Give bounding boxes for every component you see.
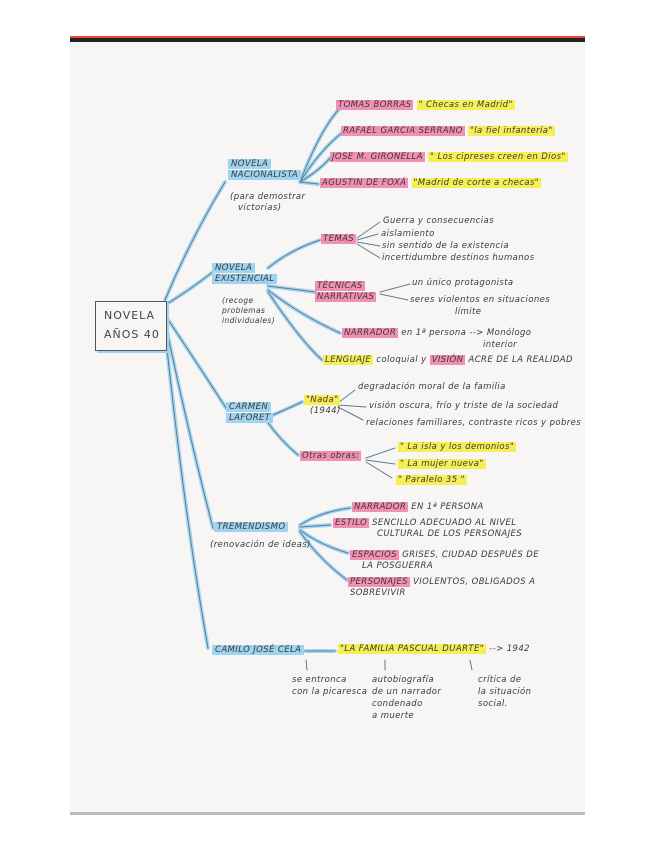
author-label: RAFAEL GARCIA SERRANO bbox=[343, 126, 463, 136]
tema-item-1: Guerra y consecuencias bbox=[383, 216, 494, 226]
personajes-label: PERSONAJES bbox=[350, 577, 408, 587]
lenguaje-text-1: coloquial y bbox=[376, 355, 427, 365]
espacios-text-2: LA POSGUERRA bbox=[362, 561, 434, 571]
laforet-title-2: LAFORET bbox=[226, 413, 273, 423]
cela-col2-line2: de un narrador bbox=[372, 687, 442, 697]
author-label: JOSE M. GIRONELLA bbox=[332, 152, 423, 162]
narrador-label: NARRADOR bbox=[344, 328, 397, 338]
cela-col2-line4: a muerte bbox=[372, 711, 415, 721]
personajes-text-2: SOBREVIVIR bbox=[350, 588, 406, 598]
tremendismo-narrador bbox=[352, 502, 484, 513]
narrador-text: EN 1ª PERSONA bbox=[411, 502, 484, 512]
temas-label: TEMAS bbox=[323, 234, 355, 244]
existencial-note-3: individuales) bbox=[222, 316, 276, 325]
lenguaje-existencial bbox=[323, 355, 573, 366]
laforet-title-1: CARMEN bbox=[226, 402, 271, 412]
cela-col-2 bbox=[372, 674, 441, 722]
work-title: "la fiel infantería" bbox=[469, 126, 553, 136]
tecnica-item-3: límite bbox=[455, 307, 482, 317]
existencial-title bbox=[212, 263, 277, 285]
tremendismo-note: (renovación de ideas) bbox=[210, 540, 311, 550]
nacionalista-item-2 bbox=[341, 126, 555, 137]
cela-work bbox=[338, 644, 530, 655]
otra-obra-3: " Paralelo 35 " bbox=[398, 475, 465, 485]
cela-col1-line2: con la picaresca bbox=[292, 687, 368, 697]
nacionalista-title bbox=[228, 159, 301, 181]
existencial-title-1: NOVELA bbox=[212, 263, 255, 273]
existencial-note-2: problemas bbox=[222, 306, 266, 315]
nada-title: "Nada" bbox=[306, 395, 339, 405]
espacios-label: ESPACIOS bbox=[352, 550, 398, 560]
lenguaje-label: LENGUAJE bbox=[325, 355, 372, 365]
cela-col-3 bbox=[478, 674, 531, 710]
existencial-note-1: (recoge bbox=[222, 296, 254, 305]
tremendismo-personajes bbox=[348, 577, 535, 599]
nacionalista-title-2: NACIONALISTA bbox=[228, 170, 301, 180]
nacionalista-item-1 bbox=[336, 100, 515, 111]
nacionalista-note-1: (para demostrar bbox=[230, 192, 306, 202]
otras-obras-label: Otras obras: bbox=[302, 451, 360, 461]
personajes-text-1: VIOLENTOS, OBLIGADOS A bbox=[413, 577, 536, 587]
cela-col3-line2: la situación bbox=[478, 687, 532, 697]
narrador-text: en 1ª persona --> Monólogo bbox=[401, 328, 532, 338]
tema-item-3: sin sentido de la existencia bbox=[382, 241, 509, 251]
cela-col2-line1: autobiografía bbox=[372, 675, 434, 685]
tremendismo-espacios bbox=[350, 550, 539, 572]
nada-year: (1944) bbox=[310, 406, 341, 416]
work-title: " Checas en Madrid" bbox=[418, 100, 513, 110]
root-line2: AÑOS 40 bbox=[104, 328, 160, 341]
tema-item-4: incertidumbre destinos humanos bbox=[382, 253, 535, 263]
existencial-title-2: EXISTENCIAL bbox=[212, 274, 277, 284]
author-label: TOMAS BORRAS bbox=[338, 100, 412, 110]
root-line1: NOVELA bbox=[104, 309, 156, 322]
laforet-title bbox=[226, 402, 273, 424]
cela-title: CAMILO JOSÉ CELA bbox=[212, 645, 304, 656]
nada-item-1: degradación moral de la familia bbox=[358, 382, 506, 392]
tremendismo-estilo bbox=[333, 518, 522, 540]
narrador-label: NARRADOR bbox=[354, 502, 407, 512]
author-label: AGUSTIN DE FOXÁ bbox=[322, 178, 407, 188]
tecnicas-label-1: TÉCNICAS bbox=[317, 281, 363, 291]
estilo-text-2: CULTURAL DE LOS PERSONAJES bbox=[377, 529, 523, 539]
tecnicas-label bbox=[315, 281, 376, 303]
tremendismo-title: TREMENDISMO bbox=[214, 522, 288, 533]
nacionalista-item-3 bbox=[330, 152, 568, 163]
narrador-text-2: interior bbox=[483, 340, 518, 350]
tema-item-2: aislamiento bbox=[381, 229, 435, 239]
nacionalista-note bbox=[230, 192, 305, 214]
espacios-text-1: GRISES, CIUDAD DESPUÉS DE bbox=[402, 550, 540, 560]
cela-col3-line3: social. bbox=[478, 699, 508, 709]
nacionalista-title-1: NOVELA bbox=[228, 159, 271, 169]
cela-col1-line1: se entronca bbox=[292, 675, 347, 685]
existencial-note bbox=[222, 296, 275, 326]
cela-col3-line1: crítica de bbox=[478, 675, 522, 685]
cela-work-year: --> 1942 bbox=[489, 644, 530, 654]
lenguaje-text-2: ACRE DE LA REALIDAD bbox=[468, 355, 573, 365]
otra-obra-1: " La isla y los demonios" bbox=[400, 442, 515, 452]
vision-label: VISIÓN bbox=[431, 355, 464, 365]
narrador-existencial bbox=[342, 328, 531, 339]
nacionalista-note-2: victorias) bbox=[238, 203, 282, 213]
nada-item-3: relaciones familiares, contraste ricos y pobres bbox=[366, 418, 582, 428]
otra-obra-2: " La mujer nueva" bbox=[400, 459, 484, 469]
nada-block bbox=[304, 395, 341, 417]
nacionalista-item-4 bbox=[320, 178, 541, 189]
cela-col2-line3: condenado bbox=[372, 699, 423, 709]
estilo-label: ESTILO bbox=[335, 518, 368, 528]
tecnica-item-1: un único protagonista bbox=[412, 278, 514, 288]
cela-work-title: "LA FAMILIA PASCUAL DUARTE" bbox=[340, 644, 485, 654]
estilo-text-1: SENCILLO ADECUADO AL NIVEL bbox=[372, 518, 517, 528]
nada-item-2: visión oscura, frío y triste de la sociedad bbox=[369, 401, 559, 411]
tecnicas-label-2: NARRATIVAS bbox=[317, 292, 375, 302]
cela-col-1 bbox=[292, 674, 367, 698]
work-title: " Los cipreses creen en Dios" bbox=[430, 152, 566, 162]
tecnica-item-2: seres violentos en situaciones bbox=[410, 295, 551, 305]
work-title: "Madrid de corte a checas" bbox=[413, 178, 540, 188]
root-node bbox=[95, 301, 167, 351]
